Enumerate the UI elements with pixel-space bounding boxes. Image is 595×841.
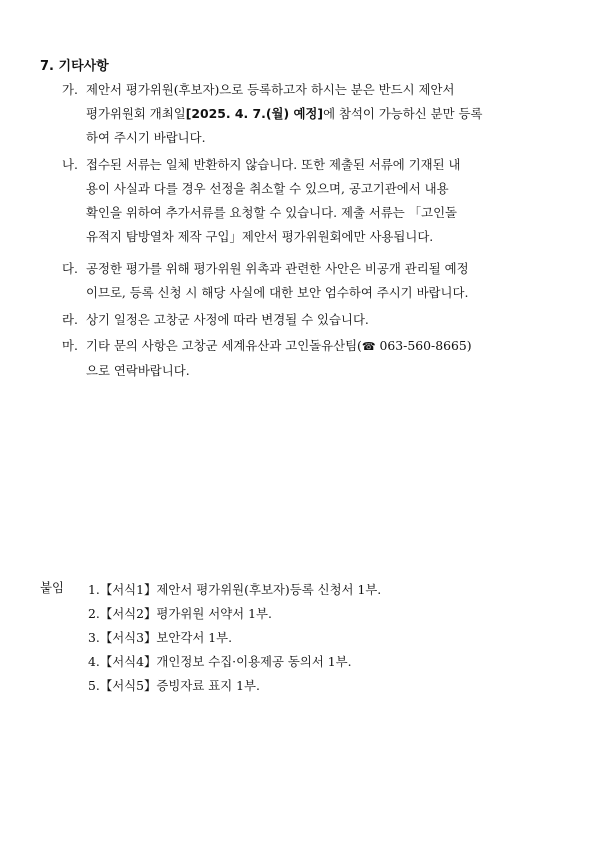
item-line: 유적지 탐방열차 제작 구입」제안서 평가위원회에만 사용됩니다. <box>86 229 434 244</box>
list-item-na <box>62 153 554 249</box>
list-item-ma <box>62 334 554 383</box>
list-item-ra <box>62 308 554 332</box>
attachment-item: 4.【서식4】개인정보 수집·이용제공 동의서 1부. <box>88 654 352 669</box>
item-marker: 다. <box>62 261 78 276</box>
item-line: 평가위원회 개최일[2025. 4. 7.(월) 예정]에 참석이 가능하신 분만 등록 <box>86 106 483 121</box>
list-item-da <box>62 257 554 305</box>
item-body <box>86 78 554 150</box>
item-marker: 마. <box>62 338 78 353</box>
attachment-item: 2.【서식2】평가위원 서약서 1부. <box>88 606 272 621</box>
section-heading: 7. 기타사항 <box>40 59 109 74</box>
item-line: 접수된 서류는 일체 반환하지 않습니다. 또한 제출된 서류에 기재된 내 <box>86 157 461 172</box>
meeting-date-emphasis: [2025. 4. 7.(월) 예정] <box>185 106 324 121</box>
attachment-item: 3.【서식3】보안각서 1부. <box>88 630 233 645</box>
phone-number: 063-560-8665) <box>375 338 472 353</box>
item-line: 상기 일정은 고창군 사정에 따라 변경될 수 있습니다. <box>86 312 369 327</box>
item-line: 공정한 평가를 위해 평가위원 위촉과 관련한 사안은 비공개 관리될 예정 <box>86 261 469 276</box>
item-body <box>86 308 554 332</box>
attachment-item: 5.【서식5】증빙자료 표지 1부. <box>88 678 260 693</box>
item-line: 이므로, 등록 신청 시 해당 사실에 대한 보안 엄수하여 주시기 바랍니다. <box>86 285 469 300</box>
attachment-list <box>88 578 381 698</box>
phone-icon: ☎ <box>361 340 376 353</box>
item-marker: 가. <box>62 82 78 97</box>
attachment-item: 1.【서식1】제안서 평가위원(후보자)등록 신청서 1부. <box>88 582 382 597</box>
item-line: 으로 연락바랍니다. <box>86 363 190 378</box>
item-marker: 나. <box>62 157 78 172</box>
item-body <box>86 257 554 305</box>
item-marker: 라. <box>62 312 78 327</box>
list-item-ga <box>62 78 554 150</box>
item-line: 기타 문의 사항은 고창군 세계유산과 고인돌유산팀(☎ 063-560-8665) <box>86 338 472 353</box>
item-line: 확인을 위하여 추가서류를 요청할 수 있습니다. 제출 서류는 「고인돌 <box>86 205 458 220</box>
item-line: 제안서 평가위원(후보자)으로 등록하고자 하시는 분은 반드시 제안서 <box>86 82 455 97</box>
item-line: 용이 사실과 다를 경우 선정을 취소할 수 있으며, 공고기관에서 내용 <box>86 181 449 196</box>
item-body <box>86 334 554 383</box>
attachment-label: 붙임 <box>40 580 64 595</box>
item-line: 하여 주시기 바랍니다. <box>86 130 206 145</box>
item-body <box>86 153 554 249</box>
